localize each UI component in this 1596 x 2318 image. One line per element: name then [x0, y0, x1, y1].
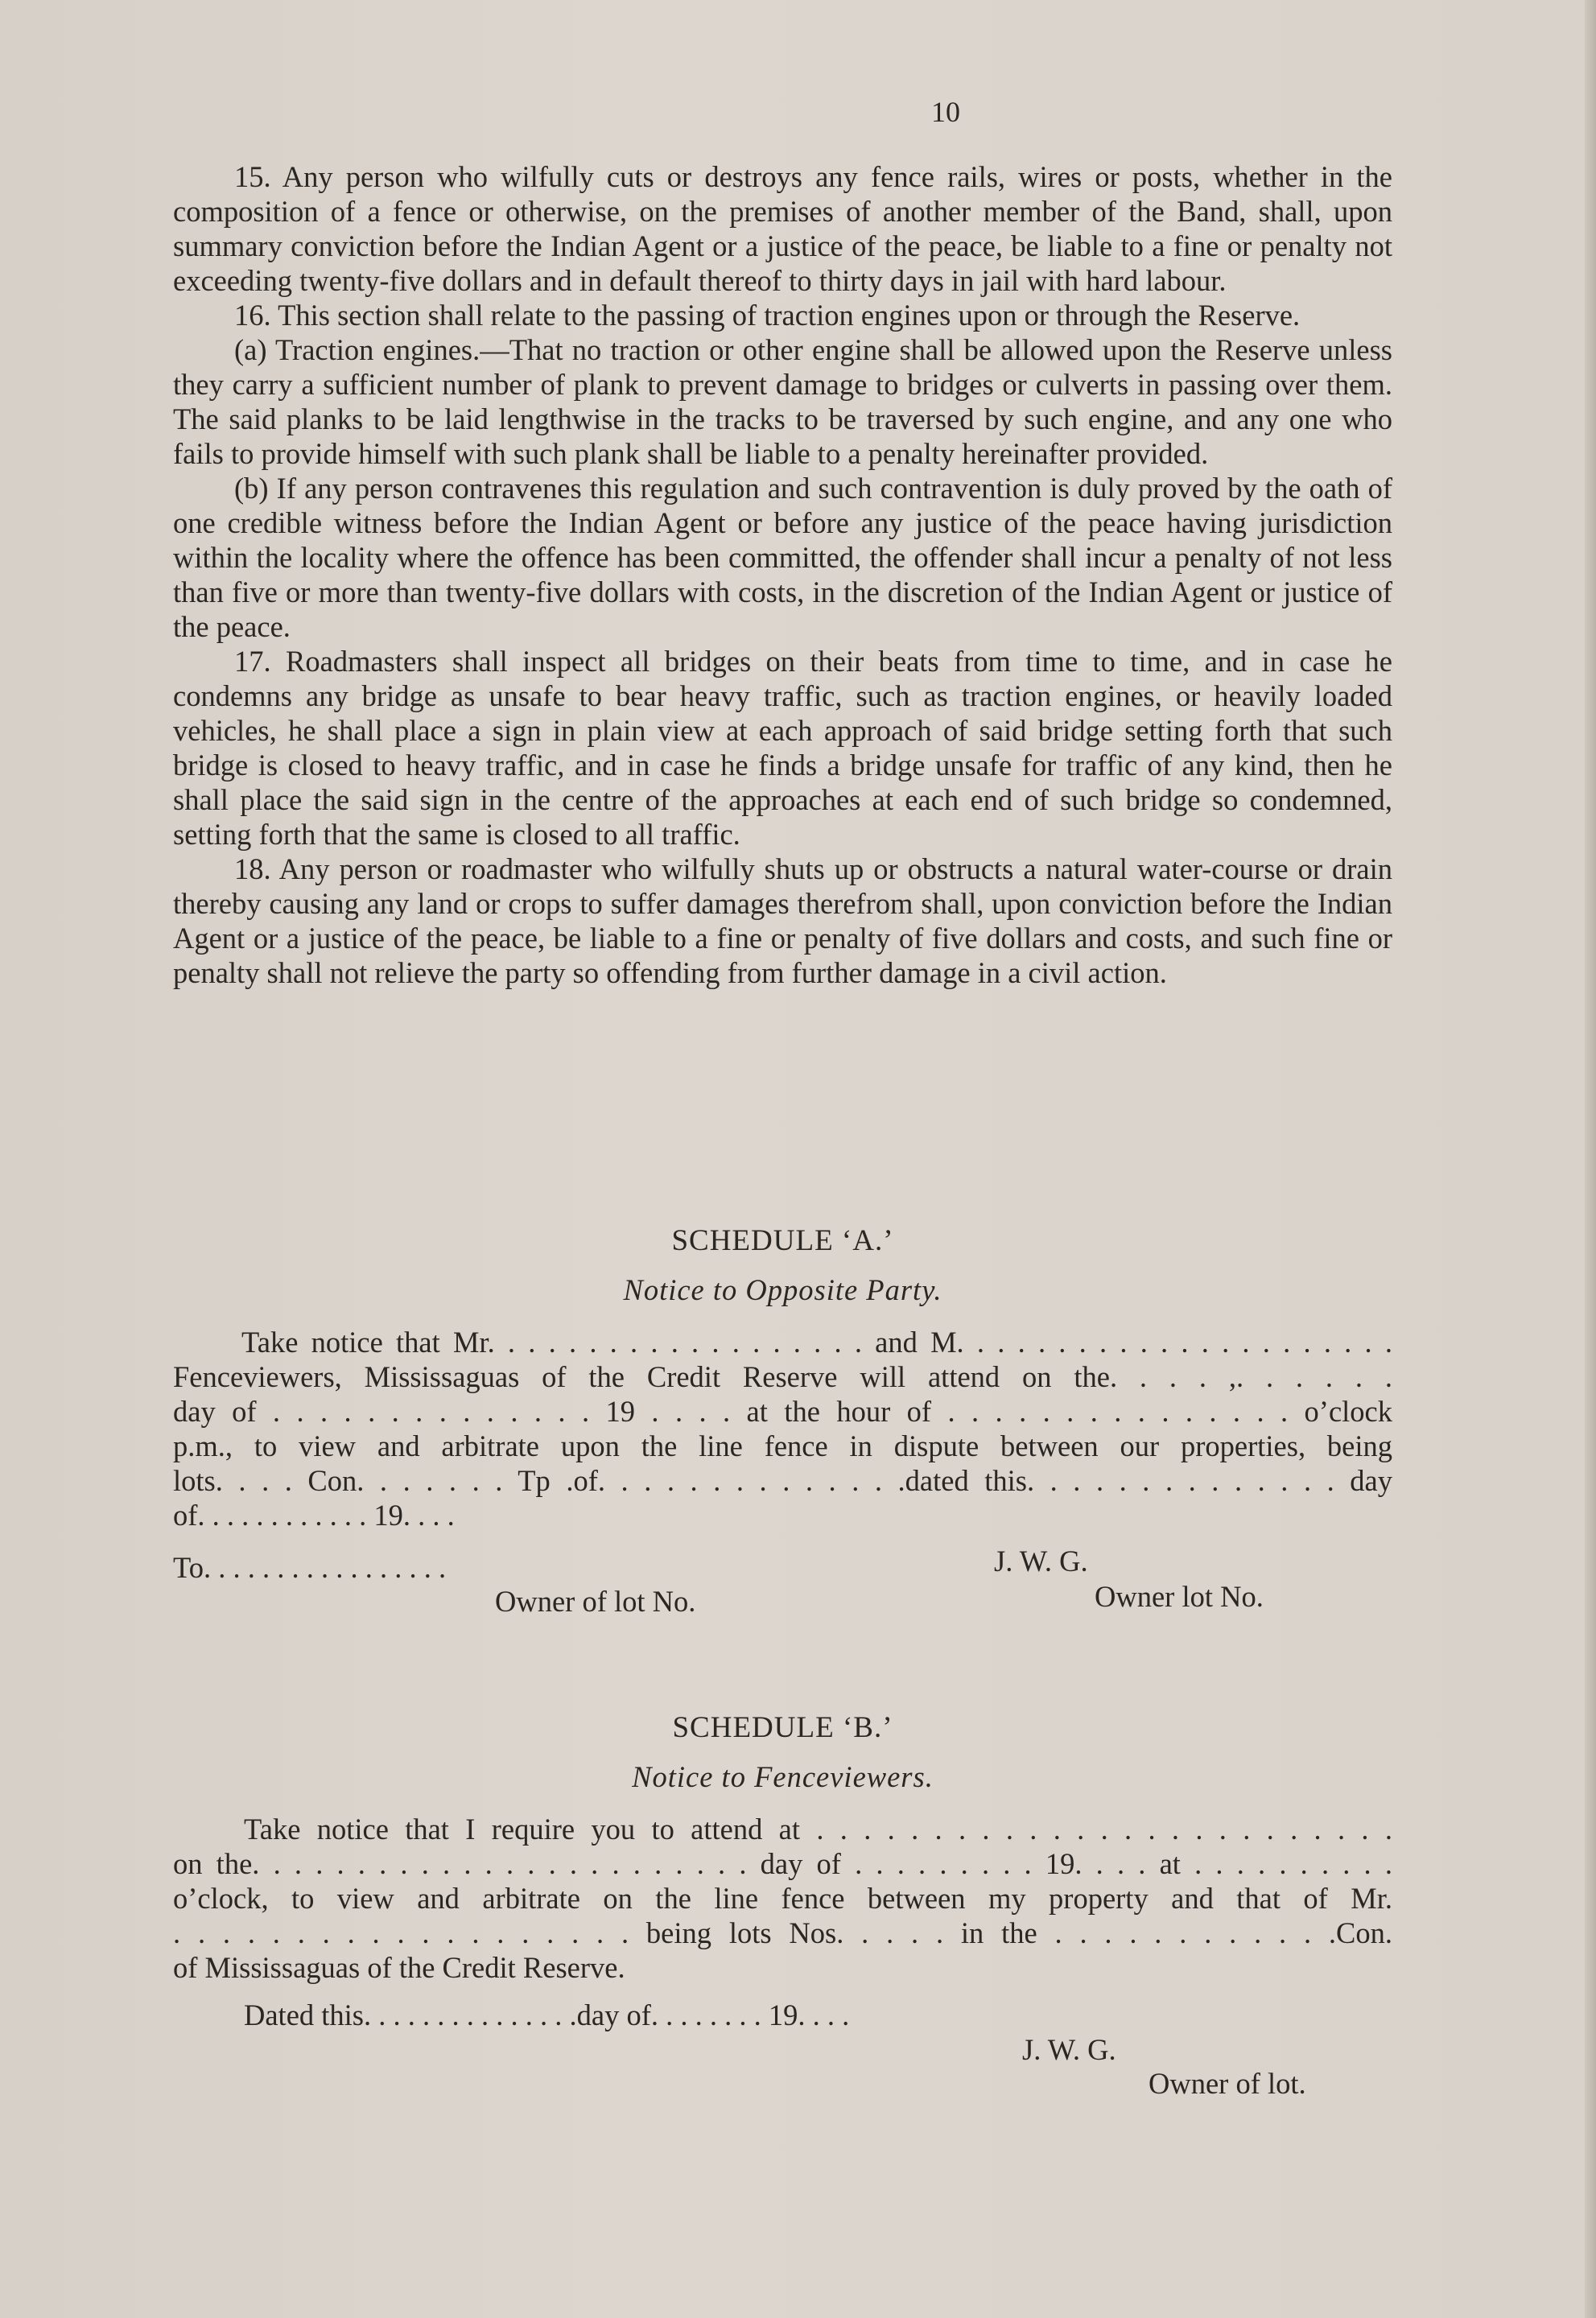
schedule-a-subheading: Notice to Opposite Party. — [623, 1273, 942, 1306]
schedule-b-signature: J. W. G. — [1022, 2033, 1116, 2066]
page-edge — [1585, 0, 1596, 2318]
schedule-b-line: Take notice that I require you to attend at . . . . . . . . . . . . . . . . . . . . . . . . . — [244, 1813, 1392, 1846]
schedule-b-subheading: Notice to Fenceviewers. — [632, 1760, 934, 1793]
schedule-a-owner-left: Owner of lot No. — [495, 1585, 696, 1618]
schedule-b-line: o’clock, to view and arbitrate on the line fence between my property and that of Mr. — [173, 1882, 1392, 1915]
schedule-b-line: on the. . . . . . . . . . . . . . . . . . . . . . . . day of . . . . . . . . . 19. . . . at . . . . . . . . . . — [173, 1847, 1392, 1880]
regulation-sections — [173, 159, 1392, 990]
schedule-b-owner: Owner of lot. — [1149, 2067, 1306, 2100]
section-15: 15. Any person who wilfully cuts or destroys any fence rails, wires or posts, whether in the composition of a fence or otherwise, on the premises of another member of the Band, shall, upon summary conviction before the Indian Agent or a justice of the peace, be liable to a fine or penalty not exceeding twenty-five dollars and in default thereof to thirty days in jail with hard labour. — [173, 160, 1392, 297]
section-16-b: (b) If any person contravenes this regulation and such contravention is duly proved by the oath of one credible witness before the Indian Agent or before any justice of the peace having jurisdiction within the locality where the offence has been committed, the offender shall incur a penalty of not less than five or more than twenty-five dollars with costs, in the discretion of the Indian Agent or justice of the peace. — [173, 472, 1392, 643]
schedule-b-heading: SCHEDULE ‘B.’ — [672, 1711, 893, 1744]
schedule-a-signature-block — [173, 1545, 1392, 1619]
section-18: 18. Any person or roadmaster who wilfully shuts up or obstructs a natural water-course or drain thereby causing any land or crops to suffer damages therefrom shall, upon conviction before the Indian Agent or a justice of the peace, be liable to a fine or penalty of five dollars and costs, and such fine or penalty shall not relieve the party so offending from further damage in a civil action. — [173, 852, 1392, 989]
schedule-a-signature: J. W. G. — [994, 1545, 1088, 1578]
schedule-a-heading: SCHEDULE ‘A.’ — [671, 1224, 894, 1257]
section-17: 17. Roadmasters shall inspect all bridges on their beats from time to time, and in case he condemns any bridge as unsafe to bear heavy traffic, such as traction engines, or heavily loaded vehicles, he shall place a sign in plain view at each approach of said bridge setting forth that such bridge is closed to heavy traffic, and in case he finds a bridge unsafe for traffic of any kind, then he shall place the said sign in the centre of the approaches at each end of such bridge so condemned, setting forth that the same is closed to all traffic. — [173, 645, 1392, 851]
schedule-a-line: p.m., to view and arbitrate upon the line fence in dispute between our properties, being — [173, 1429, 1392, 1462]
schedule-a-line: Fenceviewers, Mississaguas of the Credit Reserve will attend on the. . . . ,. . . . . . — [173, 1360, 1392, 1393]
schedule-a-to-line: To. . . . . . . . . . . . . . . . . — [173, 1551, 447, 1584]
schedule-b-line: . . . . . . . . . . . . . . . . . . . being lots Nos. . . . . in the . . . . . . . . . . . .Con. — [173, 1916, 1392, 1949]
schedule-b — [173, 1710, 1392, 2101]
schedule-a — [173, 1223, 1392, 1619]
schedule-b-signature-block — [173, 2032, 1392, 2101]
schedule-a-line: Take notice that Mr. . . . . . . . . . . . . . . . . . . and M. . . . . . . . . . . . . . . . . . . . . . — [241, 1326, 1392, 1359]
page-number: 10 — [931, 96, 960, 128]
schedule-a-line: of. . . . . . . . . . . . 19. . . . — [173, 1499, 455, 1532]
section-16-a: (a) Traction engines.—That no traction or other engine shall be allowed upon the Reserve unless they carry a sufficient number of plank to prevent damage to bridges or culverts in passing over them. The said planks to be laid lengthwise in the tracks to be traversed by such engine, and any one who fails to provide himself with such plank shall be liable to a penalty hereinafter provided. — [173, 333, 1392, 470]
schedule-a-line: lots. . . . Con. . . . . . . Tp .of. . . . . . . . . . . . . .dated this. . . . . . . . . . . . . . day — [173, 1464, 1392, 1497]
schedule-a-owner-right: Owner lot No. — [1095, 1580, 1264, 1613]
schedule-a-line: day of . . . . . . . . . . . . . . 19 . . . . at the hour of . . . . . . . . . . . . . . . o’clock — [173, 1395, 1392, 1428]
schedule-b-line: of Mississaguas of the Credit Reserve. — [173, 1951, 625, 1984]
schedule-b-dated-line: Dated this. . . . . . . . . . . . . . .day of. . . . . . . . 19. . . . — [244, 1998, 850, 2031]
section-16: 16. This section shall relate to the passing of traction engines upon or through the Reserve. — [234, 299, 1301, 332]
